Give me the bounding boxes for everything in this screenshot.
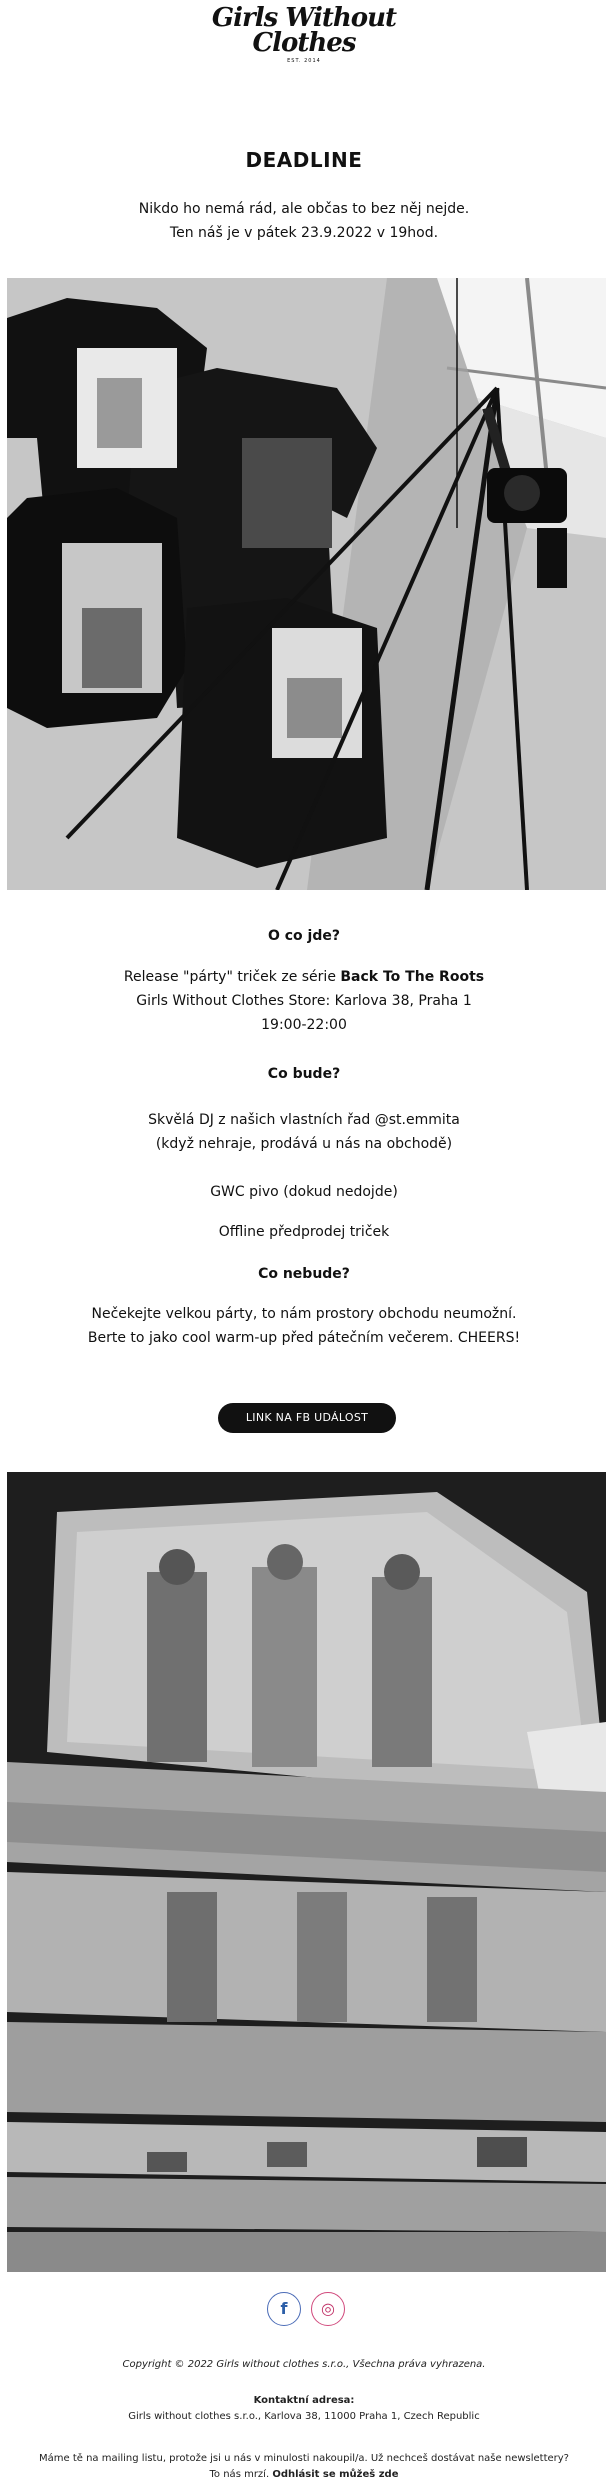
will-be-heading-text: Co bude? (267, 1066, 341, 1082)
will-be-dj (0, 1108, 608, 1156)
wont-be-heading-text: Co nebude? (258, 1266, 350, 1282)
intro-text (0, 197, 608, 245)
about-series-name: Back To The Roots (340, 969, 485, 985)
about-line-2: Girls Without Clothes Store: Karlova 38, Praha 1 (136, 993, 472, 1009)
about-heading-text: O co jde? (267, 928, 340, 944)
logo-text-line1: Girls Without (211, 3, 397, 33)
instagram-icon[interactable]: ◎ (311, 2292, 345, 2326)
wont-be-line-1: Nečekejte velkou párty, to nám prostory obchodu neumožní. (91, 1306, 517, 1322)
will-be-heading (0, 1062, 608, 1086)
dj-line-2: (když nehraje, prodává u nás na obchodě) (155, 1136, 453, 1152)
unsubscribe-line-1: Máme tě na mailing listu, protože jsi u nás v minulosti nakoupil/a. Už nechceš dostávat naše newslettery? (39, 2453, 569, 2464)
wont-be-line-2: Berte to jako cool warm-up před pátečním večerem. CHEERS! (87, 1330, 521, 1346)
unsubscribe-link[interactable]: Odhlásit se můžeš zde (272, 2469, 399, 2480)
will-be-beer: GWC pivo (dokud nedojde) (210, 1184, 398, 1200)
logo-est: EST. 2014 (287, 58, 321, 64)
unsubscribe-text (0, 2451, 608, 2480)
address-label: Kontaktní adresa: (253, 2395, 355, 2406)
will-be-presale: Offline předprodej triček (218, 1224, 390, 1240)
unsubscribe-prefix: To nás mrzí. (209, 2469, 273, 2480)
page-title: DEADLINE (245, 148, 363, 172)
about-line-1 (0, 965, 608, 989)
about-line-3: 19:00-22:00 (261, 1017, 347, 1033)
logo-text-line2: Clothes (252, 28, 356, 58)
address-text: Girls without clothes s.r.o., Karlova 38, 11000 Praha 1, Czech Republic (128, 2411, 480, 2422)
about-line-1-prefix: Release "párty" triček ze série (123, 969, 341, 985)
about-details (0, 965, 608, 1037)
wont-be-text (0, 1302, 608, 1350)
copyright-text: Copyright © 2022 Girls without clothes s.r.o., Všechna práva vyhrazena. (122, 2359, 486, 2370)
hero-photo-tshirts (7, 278, 606, 890)
unsubscribe-line-2 (0, 2467, 608, 2480)
brand-logo[interactable] (204, 0, 404, 78)
intro-line-2: Ten náš je v pátek 23.9.2022 v 19hod. (169, 225, 439, 241)
fb-event-button[interactable]: LINK NA FB UDÁLOST (218, 1403, 396, 1433)
wont-be-heading (0, 1262, 608, 1286)
dj-line-1: Skvělá DJ z našich vlastních řad @st.emmita (148, 1112, 460, 1128)
product-photo-shirts-stack (7, 1472, 606, 2272)
about-heading (0, 924, 608, 948)
intro-line-1: Nikdo ho nemá rád, ale občas to bez něj nejde. (138, 201, 470, 217)
facebook-icon[interactable]: f (267, 2292, 301, 2326)
